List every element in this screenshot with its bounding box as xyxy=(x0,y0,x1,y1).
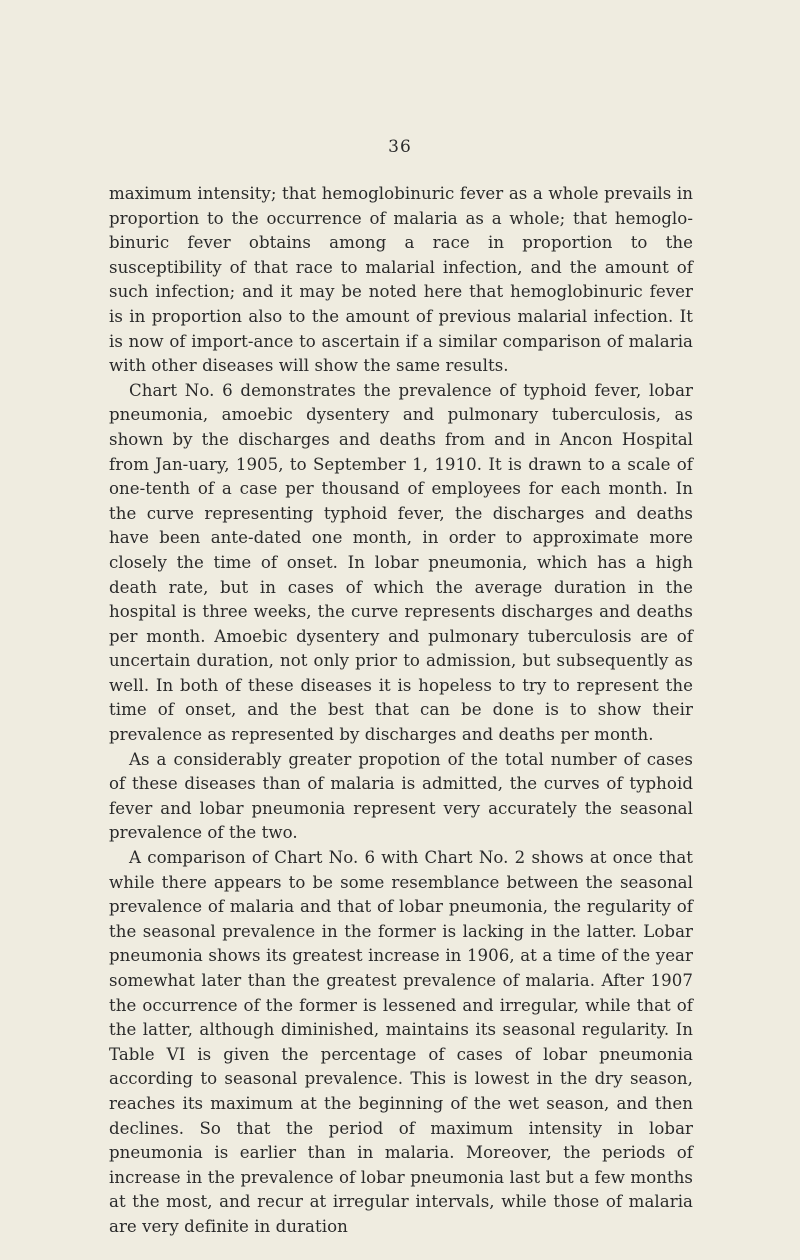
paragraph-continued: maximum intensity; that hemoglobinuric fever as a whole prevails in proportion to the occurrence of malaria as a whole; that hemoglo-binuric fever obtains among a race in proportion to the susceptibility of that race to malarial infection, and the amount of such infection; and it may be noted here that hemoglobinuric fever is in proportion also to the amount of previous malarial infection. It is now of import-ance to ascertain if a similar comparison of malaria with other diseases will show the same results. xyxy=(109,184,693,376)
page-number: 36 xyxy=(388,137,412,157)
paragraph-chart-comparison: A comparison of Chart No. 6 with Chart No. 2 shows at once that while there appears to be some resemblance between the seasonal prevalence of malaria and that of lobar pneumonia, the regularity of the seasonal prevalence in the former is lacking in the latter. Lobar pneumonia shows its greatest increase in 1906, at a time of the year somewhat later than the greatest prevalence of malaria. After 1907 the occurrence of the former is lessened and irregular, while that of the latter, although diminished, maintains its seasonal regularity. In Table VI is given the percentage of cases of lobar pneumonia according to seasonal prevalence. This is lowest in the dry season, reaches its maximum at the beginning of the wet season, and then declines. So that the period of maximum intensity in lobar pneumonia is earlier than in malaria. Moreover, the periods of increase in the prevalence of lobar pneumonia last but a few months at the most, and recur at irregular intervals, while those of malaria are very definite in duration xyxy=(109,848,693,1236)
paragraph-chart-6-description: Chart No. 6 demonstrates the prevalence of typhoid fever, lobar pneumonia, amoebic dysentery and pulmonary tuberculosis, as shown by the discharges and deaths from and in Ancon Hospital from Jan-uary, 1905, to September 1, 1910. It is drawn to a scale of one-tenth of a case per thousand of employees for each month. In the curve representing typhoid fever, the discharges and deaths have been ante-dated one month, in order to approximate more closely the time of onset. In lobar pneumonia, which has a high death rate, but in cases of which the average duration in the hospital is three weeks, the curve represents discharges and deaths per month. Amoebic dysentery and pulmonary tuberculosis are of uncertain duration, not only prior to admission, but subsequently as well. In both of these diseases it is hopeless to try to represent the time of onset, and the best that can be done is to show their prevalence as represented by discharges and deaths per month. xyxy=(109,380,693,745)
paragraph-admission-proportion: As a considerably greater propotion of the total number of cases of these diseases than of malaria is admitted, the curves of typhoid fever and lobar pneumonia represent very accurately the seasonal prevalence of the two. xyxy=(109,749,693,843)
body-text xyxy=(109,182,693,1240)
